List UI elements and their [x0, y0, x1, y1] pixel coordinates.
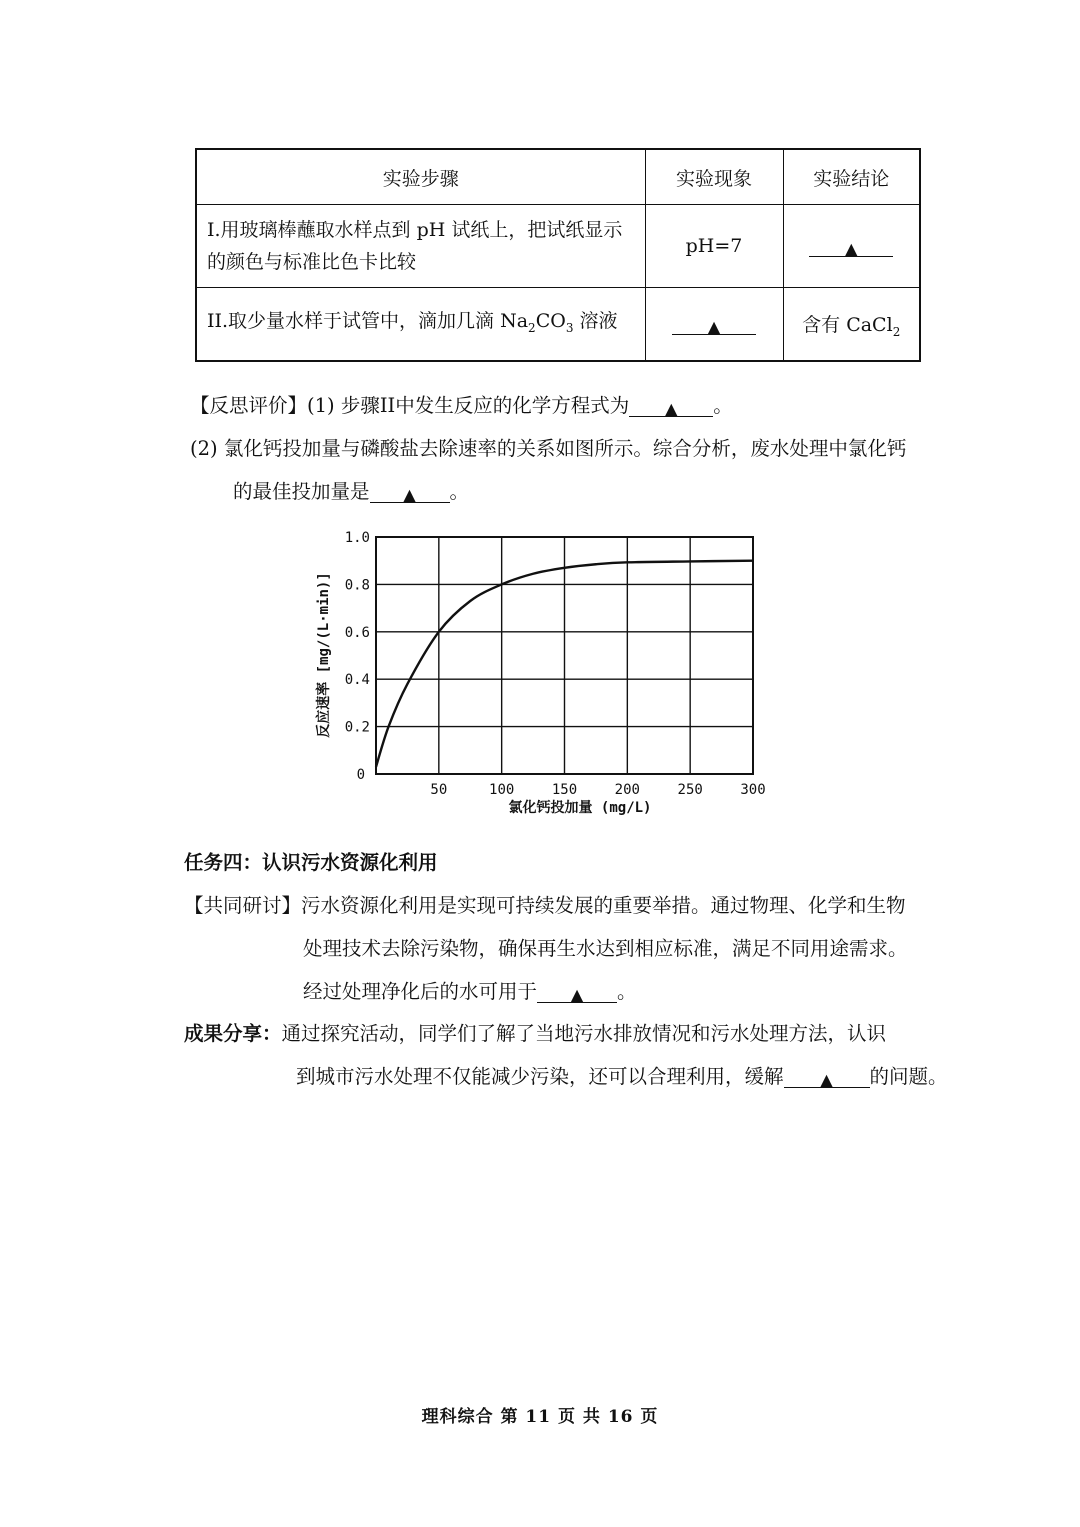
x-tick-label: 200 [614, 782, 640, 798]
y-tick-label: 0.8 [344, 577, 370, 594]
y-tick-label: 0 [356, 767, 365, 783]
header-step: 实验步骤 [196, 149, 645, 205]
results-line1: 成果分享：通过探究活动，同学们了解了当地污水排放情况和污水处理方法，认识 [184, 1022, 887, 1045]
rate-chart [300, 520, 800, 830]
x-tick-label: 300 [740, 782, 766, 798]
y-tick-label: 0.6 [344, 624, 370, 641]
triangle-icon: ▲ [570, 985, 584, 1004]
y-tick-label: 0.4 [344, 672, 370, 689]
y-axis-label: 反应速率 [mg/(L·min)] [316, 572, 332, 738]
answer-blank[interactable] [784, 1070, 870, 1088]
chart-grid [376, 537, 753, 774]
triangle-icon: ▲ [845, 239, 858, 258]
reflection-q2-line2: 的最佳投加量是 ▲ 。 [233, 480, 470, 504]
x-tick-label: 50 [430, 782, 448, 798]
answer-blank[interactable] [672, 317, 756, 335]
triangle-icon: ▲ [707, 317, 721, 336]
x-tick-labels [430, 782, 765, 798]
x-tick-label: 150 [551, 782, 578, 798]
row1-phenomenon: pH=7 [645, 205, 783, 288]
header-phenomenon: 实验现象 [645, 149, 783, 205]
x-axis-label: 氯化钙投加量 (mg/L) [508, 800, 652, 816]
answer-blank[interactable] [809, 239, 893, 257]
y-tick-label: 0.2 [344, 719, 370, 736]
answer-blank[interactable] [370, 485, 450, 503]
row1-step: I.用玻璃棒蘸取水样点到 pH 试纸上，把试纸显示的颜色与标准比色卡比较 [196, 205, 645, 288]
task4-title: 任务四：认识污水资源化利用 [184, 851, 438, 874]
row2-step: II.取少量水样于试管中，滴加几滴 $Na_2CO_3$ 溶液 [196, 288, 645, 362]
results-line2: 到城市污水处理不仅能减少污染，还可以合理利用，缓解 ▲ 的问题。 [296, 1065, 948, 1089]
reflection-q1: 【反思评价】(1) 步骤II中发生反应的化学方程式为 ▲ 。 [190, 394, 733, 418]
discuss-line2: 处理技术去除污染物，确保再生水达到相应标准，满足不同用途需求。 [303, 937, 908, 960]
discuss-line3: 经过处理净化后的水可用于 ▲ 。 [303, 980, 637, 1004]
row1-conclusion [783, 205, 920, 288]
x-tick-label: 250 [677, 782, 703, 798]
reflection-q2-line1: (2) 氯化钙投加量与磷酸盐去除速率的关系如图所示。综合分析，废水处理中氯化钙 [190, 437, 907, 460]
answer-blank[interactable] [537, 985, 617, 1003]
discuss-line1: 【共同研讨】污水资源化利用是实现可持续发展的重要举措。通过物理、化学和生物 [184, 894, 906, 917]
triangle-icon: ▲ [820, 1070, 833, 1089]
page-footer: 理科综合 第 11 页 共 16 页 [421, 1407, 659, 1427]
triangle-icon: ▲ [665, 399, 678, 418]
header-conclusion: 实验结论 [783, 149, 920, 205]
experiment-table [195, 148, 921, 362]
row2-conclusion: 含有 CaCl$_2$ [783, 288, 920, 362]
x-tick-label: 100 [489, 782, 515, 798]
y-tick-labels [345, 530, 370, 783]
triangle-icon: ▲ [403, 485, 416, 504]
y-tick-label: 1.0 [344, 530, 370, 546]
answer-blank[interactable] [629, 399, 713, 417]
row2-phenomenon [645, 288, 783, 362]
